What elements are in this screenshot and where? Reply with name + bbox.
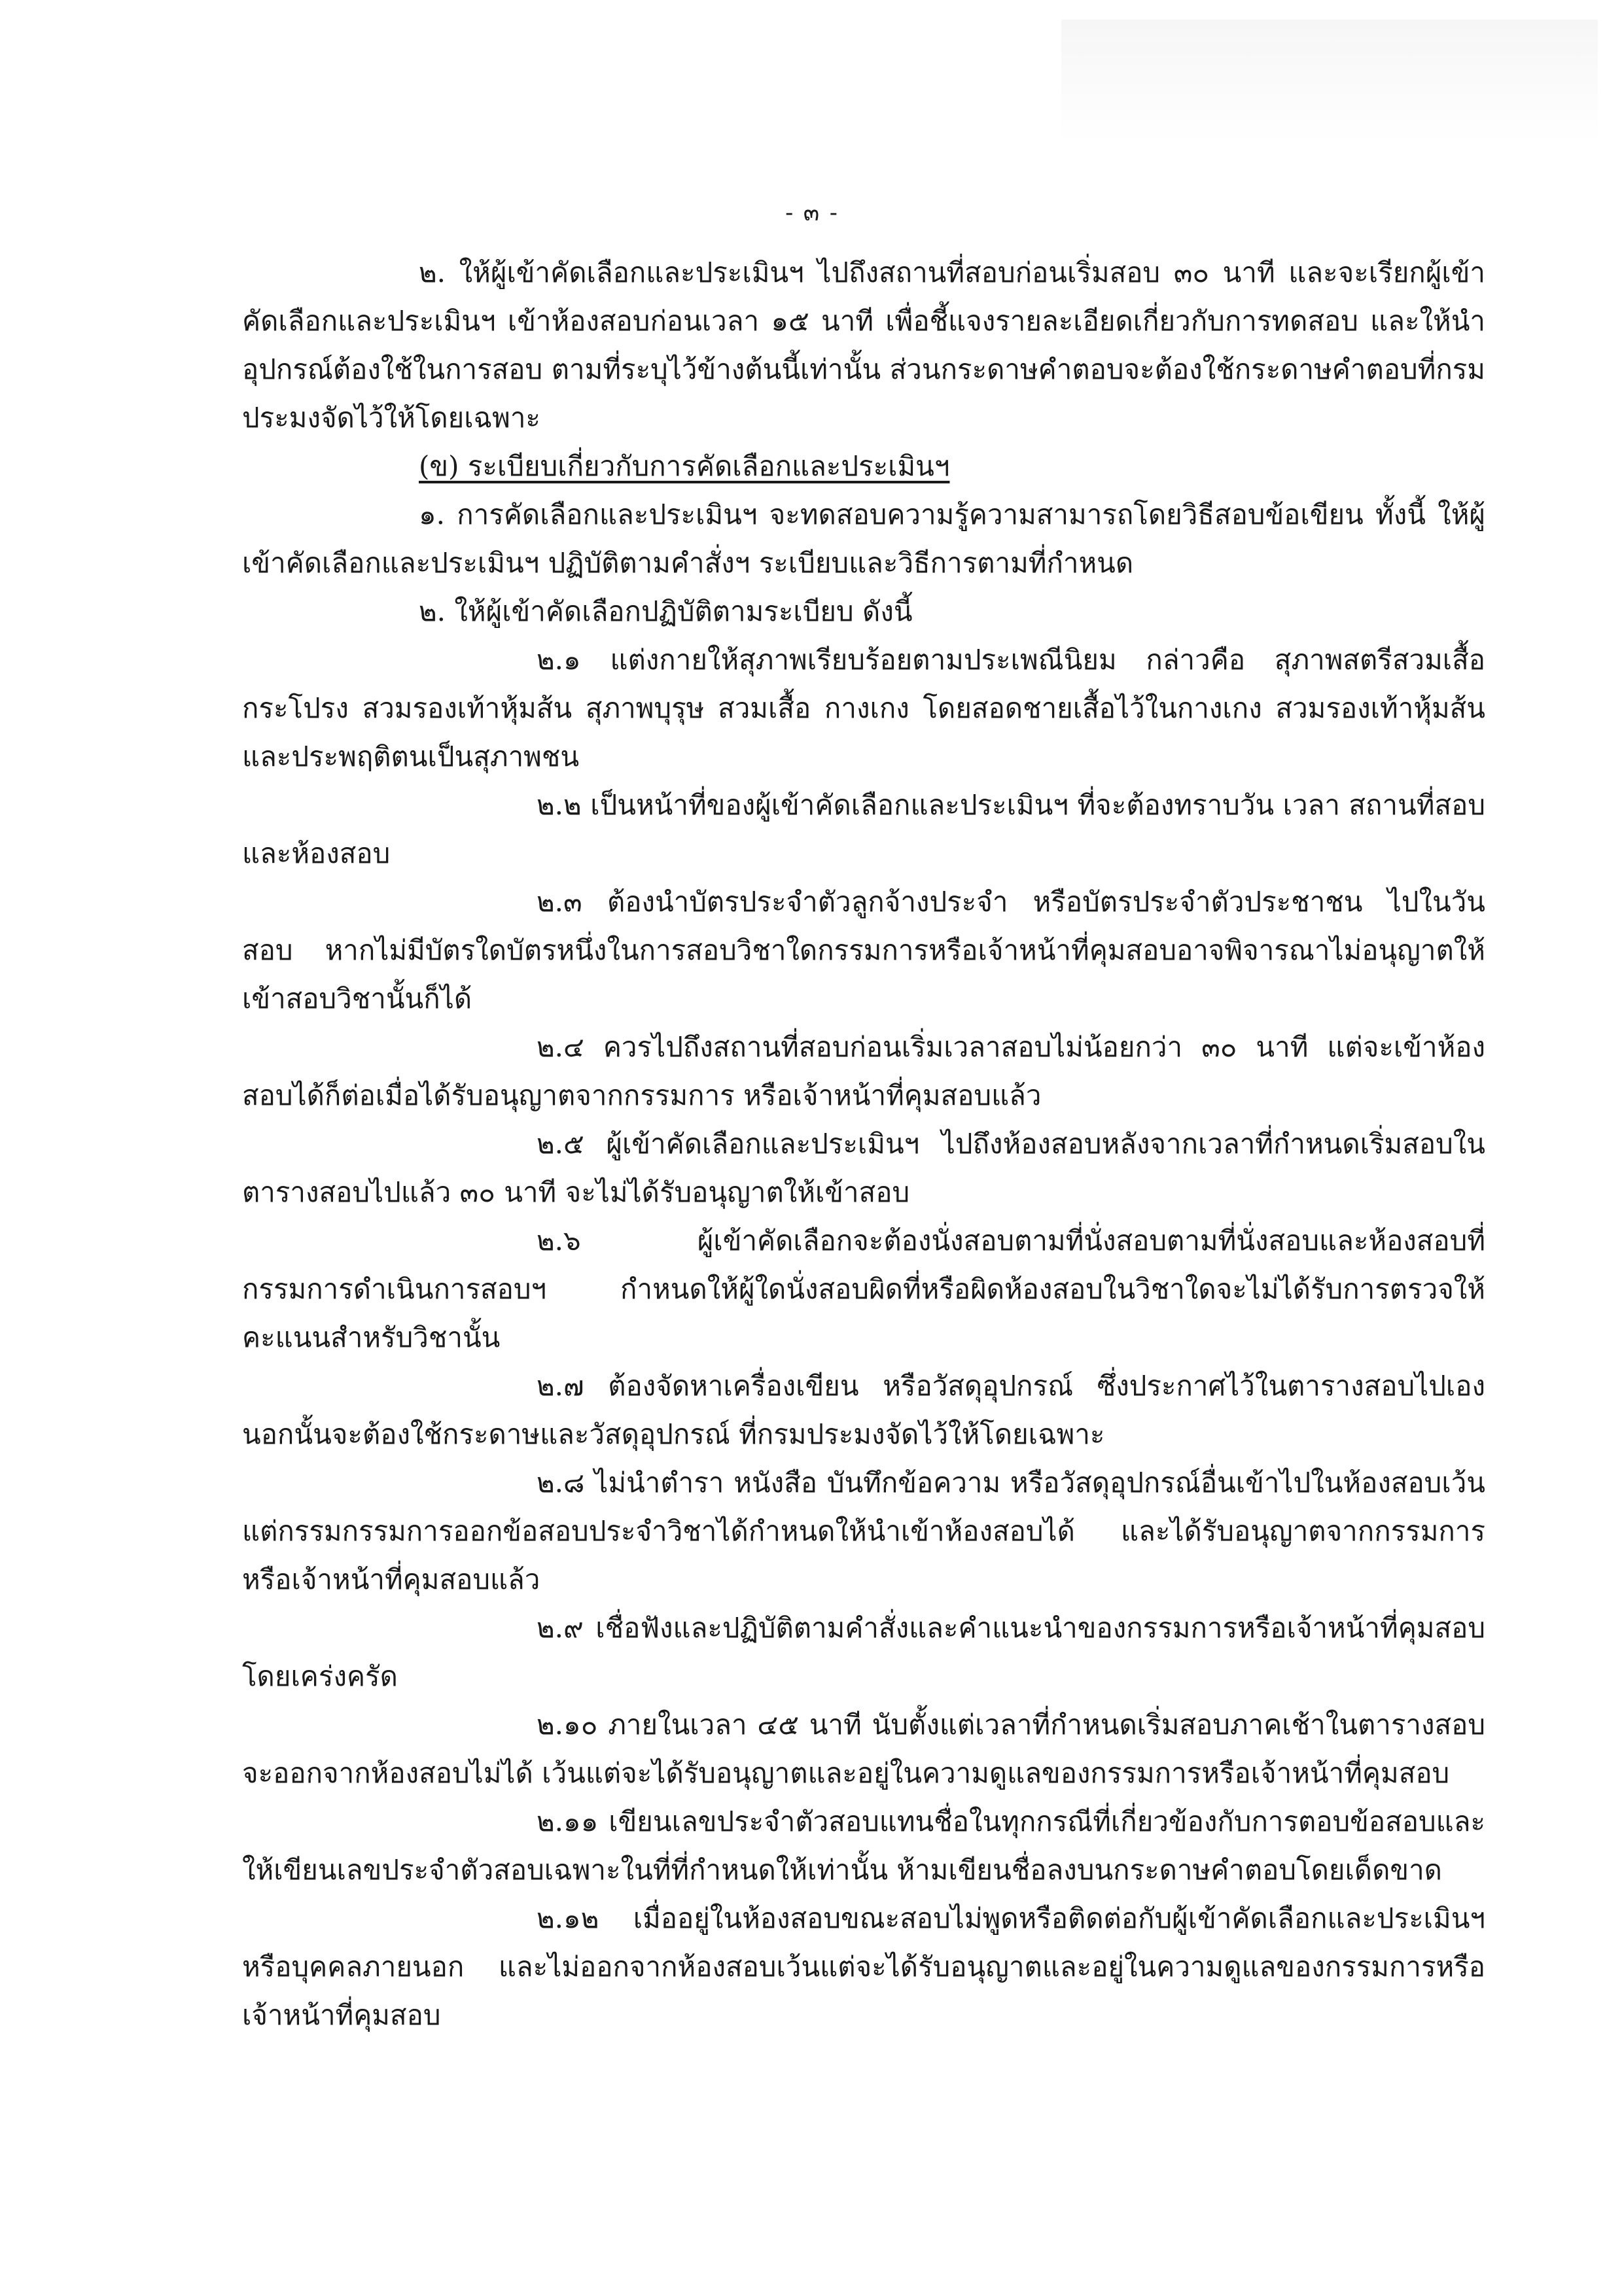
- rule-item: ๒.๑๑ เขียนเลขประจำตัวสอบแทนชื่อในทุกกรณีที่เกี่ยวข้องกับการตอบข้อสอบและให้เขียนเลขประจำตัวสอบเฉพาะในที่ที่กำหนดให้เท่านั้น ห้ามเขียนชื่อลงบนกระดาษคำตอบโดยเด็ดขาด: [242, 1805, 1485, 1886]
- page-number: - ๓ -: [785, 200, 839, 226]
- rule-paragraph-1: ๑. การคัดเลือกและประเมินฯ จะทดสอบความรู้ความสามารถโดยวิธีสอบข้อเขียน ทั้งนี้ ให้ผู้เข้าคัดเลือกและประเมินฯ ปฏิบัติตามคำสั่งฯ ระเบียบและวิธีการตามที่กำหนด: [242, 498, 1485, 579]
- rule-paragraph-2: ๒. ให้ผู้เข้าคัดเลือกปฏิบัติตามระเบียบ ดังนี้: [419, 595, 913, 627]
- rule-item: ๒.๓ ต้องนำบัตรประจำตัวลูกจ้างประจำ หรือบัตรประจำตัวประชาชน ไปในวันสอบ หากไม่มีบัตรใดบัตรหนึ่งในการสอบวิชาใดกรรมการหรือเจ้าหน้าที่คุมสอบอาจพิจารณาไม่อนุญาตให้เข้าสอบวิชานั้นก็ได้: [242, 886, 1485, 1015]
- intro-paragraph-2: ๒. ให้ผู้เข้าคัดเลือกและประเมินฯ ไปถึงสถานที่สอบก่อนเริ่มสอบ ๓๐ นาที และจะเรียกผู้เข้าคัดเลือกและประเมินฯ เข้าห้องสอบก่อนเวลา ๑๕ นาที เพื่อชี้แจงรายละเอียดเกี่ยวกับการทดสอบ และให้นำอุปกรณ์ต้องใช้ในการสอบ ตามที่ระบุไว้ข้างต้นนี้เท่านั้น ส่วนกระดาษคำตอบจะต้องใช้กระดาษคำตอบที่กรมประมงจัดไว้ให้โดยเฉพาะ: [242, 256, 1485, 434]
- rule-item: ๒.๗ ต้องจัดหาเครื่องเขียน หรือวัสดุอุปกรณ์ ซึ่งประกาศไว้ในตารางสอบไปเอง นอกนั้นจะต้องใช้กระดาษและวัสดุอุปกรณ์ ที่กรมประมงจัดไว้ให้โดยเฉพาะ: [242, 1370, 1485, 1450]
- document-body: [242, 249, 1485, 2040]
- scan-artifact: [1061, 20, 1598, 144]
- rule-item: ๒.๑๒ เมื่ออยู่ในห้องสอบขณะสอบไม่พูดหรือติดต่อกับผู้เข้าคัดเลือกและประเมินฯ หรือบุคคลภายนอก และไม่ออกจากห้องสอบเว้นแต่จะได้รับอนุญาตและอยู่ในความดูแลของกรรมการหรือเจ้าหน้าที่คุมสอบ: [242, 1902, 1485, 2031]
- rule-item: ๒.๑ แต่งกายให้สุภาพเรียบร้อยตามประเพณีนิยม กล่าวคือ สุภาพสตรีสวมเสื้อ กระโปรง สวมรองเท้าหุ้มส้น สุภาพบุรุษ สวมเสื้อ กางเกง โดยสอดชายเสื้อไว้ในกางเกง สวมรองเท้าหุ้มส้นและประพฤติตนเป็นสุภาพชน: [242, 644, 1485, 773]
- rule-item: ๒.๔ ควรไปถึงสถานที่สอบก่อนเริ่มเวลาสอบไม่น้อยกว่า ๓๐ นาที แต่จะเข้าห้องสอบได้ก็ต่อเมื่อได้รับอนุญาตจากกรรมการ หรือเจ้าหน้าที่คุมสอบแล้ว: [242, 1031, 1485, 1111]
- rule-item: ๒.๘ ไม่นำตำรา หนังสือ บันทึกข้อความ หรือวัสดุอุปกรณ์อื่นเข้าไปในห้องสอบเว้นแต่กรรมกรรมการออกข้อสอบประจำวิชาได้กำหนดให้นำเข้าห้องสอบได้ และได้รับอนุญาตจากกรรมการหรือเจ้าหน้าที่คุมสอบแล้ว: [242, 1467, 1485, 1595]
- rule-item: ๒.๖ ผู้เข้าคัดเลือกจะต้องนั่งสอบตามที่นั่งสอบตามที่นั่งสอบและห้องสอบที่กรรมการดำเนินการสอบฯ กำหนดให้ผู้ใดนั่งสอบผิดที่หรือผิดห้องสอบในวิชาใดจะไม่ได้รับการตรวจให้คะแนนสำหรับวิชานั้น: [242, 1225, 1485, 1353]
- section-heading: [242, 442, 1485, 491]
- section-heading-text: (ข) ระเบียบเกี่ยวกับการคัดเลือกและประเมินฯ: [419, 450, 950, 482]
- rule-item: ๒.๕ ผู้เข้าคัดเลือกและประเมินฯ ไปถึงห้องสอบหลังจากเวลาที่กำหนดเริ่มสอบในตารางสอบไปแล้ว ๓๐ นาที จะไม่ได้รับอนุญาตให้เข้าสอบ: [242, 1128, 1485, 1208]
- rule-item: ๒.๙ เชื่อฟังและปฏิบัติตามคำสั่งและคำแนะนำของกรรมการหรือเจ้าหน้าที่คุมสอบโดยเคร่งครัด: [242, 1612, 1485, 1692]
- rule-item: ๒.๒ เป็นหน้าที่ของผู้เข้าคัดเลือกและประเมินฯ ที่จะต้องทราบวัน เวลา สถานที่สอบและห้องสอบ: [242, 789, 1485, 869]
- rule-item: ๒.๑๐ ภายในเวลา ๔๕ นาที นับตั้งแต่เวลาที่กำหนดเริ่มสอบภาคเช้าในตารางสอบ จะออกจากห้องสอบไม่ได้ เว้นแต่จะได้รับอนุญาตและอยู่ในความดูแลของกรรมการหรือเจ้าหน้าที่คุมสอบ: [242, 1709, 1485, 1789]
